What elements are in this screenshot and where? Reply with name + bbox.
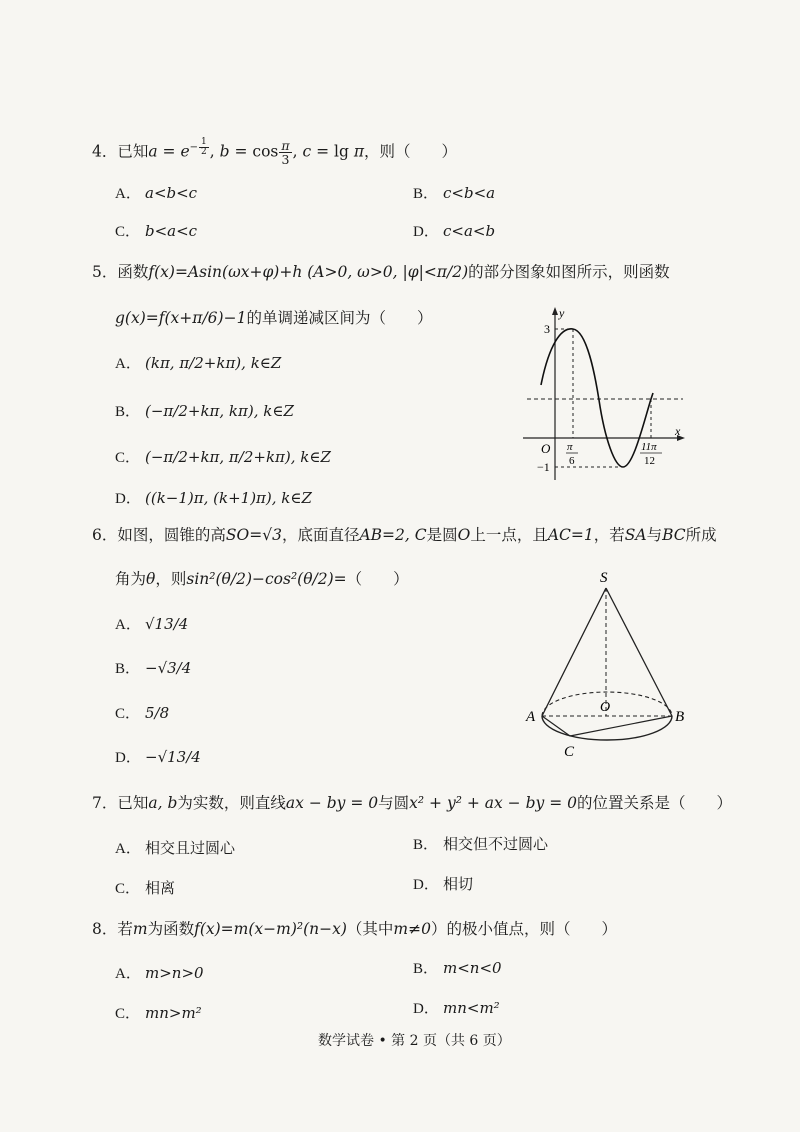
q8-option-c[interactable]: C． mn>m²	[115, 1004, 202, 1022]
q5-stem: 5．函数f(x)=Asin(ωx+φ)+h (A>0, ω>0, |φ|<π/2)的部分图象如图所示，则函数	[92, 263, 670, 281]
q5-formula: f(x)=Asin(ωx+φ)+h (A>0, ω>0, |φ|<π/2)	[148, 263, 469, 281]
q5-g-formula: g(x)=f(x+π/6)−1	[115, 309, 247, 327]
y-max-label: 3	[544, 322, 550, 336]
q4-option-c[interactable]: C． b<a<c	[115, 222, 198, 240]
y-min-label: −1	[537, 460, 550, 474]
q4-stem: 4．已知$a = e^{- \frac{1}{2}}$ , b = cos $\frac{\pi}{3}$ , c = lg π，则（ ）	[92, 137, 458, 168]
q6-cone-diagram	[520, 568, 690, 768]
q7-stem: 7．已知a, b为实数，则直线ax − by = 0与圆x² + y² + ax − by = 0的位置关系是（ ）	[92, 794, 732, 812]
q5-option-a[interactable]: A． (kπ, π/2+kπ), k∈Z	[115, 354, 282, 372]
q4-option-a[interactable]: A． a<b<c	[115, 184, 198, 202]
q8-stem: 8．若m为函数f(x)=m(x−m)²(n−x)（其中m≠0）的极小值点，则（ ）	[92, 920, 617, 938]
origin-label: O	[541, 441, 551, 456]
q6-option-c[interactable]: C． 5/8	[115, 704, 170, 722]
q6-stem: 6．如图，圆锥的高SO=√3，底面直径AB=2, C是圆O上一点，且AC=1，若SA与BC所成	[92, 526, 717, 544]
pi6-den: 6	[569, 455, 575, 467]
q7-option-a[interactable]: A． 相交且过圆心	[115, 839, 236, 857]
y-axis-label: y	[559, 306, 565, 320]
q5-stem-line2: g(x)=f(x+π/6)−1的单调递减区间为（ ）	[115, 309, 433, 327]
label-s: S	[600, 570, 608, 586]
q5-option-b[interactable]: B． (−π/2+kπ, kπ), k∈Z	[115, 402, 294, 420]
q7-option-c[interactable]: C． 相离	[115, 879, 176, 897]
q8-option-b[interactable]: B． m<n<0	[413, 959, 502, 977]
sine-curve	[541, 329, 653, 467]
q4-option-d[interactable]: D． c<a<b	[413, 222, 496, 240]
label-c: C	[564, 744, 575, 760]
q6-option-b[interactable]: B． −√3/4	[115, 659, 192, 677]
page-footer: 数学试卷 • 第 2 页（共 6 页）	[318, 1033, 511, 1049]
q4-number-text: 4．已知	[92, 142, 149, 161]
label-o: O	[600, 700, 611, 715]
q5-option-d[interactable]: D． ((k−1)π, (k+1)π), k∈Z	[115, 489, 312, 507]
q7-option-d[interactable]: D． 相切	[413, 875, 474, 893]
edge-sb	[606, 588, 672, 716]
label-a: A	[526, 709, 536, 725]
chord-bc	[570, 716, 672, 736]
chord-ac	[542, 716, 570, 736]
q7-option-b[interactable]: B． 相交但不过圆心	[413, 835, 549, 853]
q6-option-d[interactable]: D． −√13/4	[115, 748, 201, 766]
x-axis-label: x	[675, 424, 681, 438]
pi6-num: π	[567, 441, 573, 453]
label-b: B	[675, 709, 685, 725]
q8-option-d[interactable]: D． mn<m²	[413, 999, 500, 1017]
q5-option-c[interactable]: C． (−π/2+kπ, π/2+kπ), k∈Z	[115, 448, 331, 466]
y-axis-arrow	[552, 307, 558, 315]
edge-sa	[542, 588, 606, 716]
q4-option-b[interactable]: B． c<b<a	[413, 184, 496, 202]
q6-stem-line2: 角为θ，则sin²(θ/2)−cos²(θ/2)=（ ）	[115, 570, 409, 588]
11pi12-num: 11π	[641, 441, 657, 453]
q8-option-a[interactable]: A． m>n>0	[115, 964, 204, 982]
q5-sine-graph	[515, 305, 690, 485]
q4-tail: ，则（ ）	[364, 142, 458, 161]
11pi12-den: 12	[644, 455, 655, 467]
q6-option-a[interactable]: A． √13/4	[115, 615, 189, 633]
